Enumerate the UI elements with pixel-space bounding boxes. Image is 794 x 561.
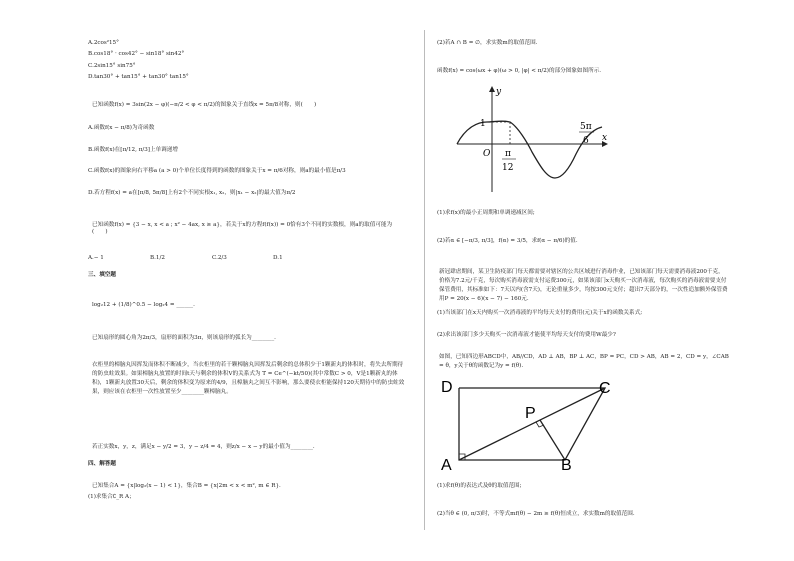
piece-option-c: C.2/3: [212, 255, 227, 261]
piece-option-b: B.1/2: [150, 255, 165, 261]
graph-pi12-num: π: [505, 149, 511, 159]
label-b: B: [561, 457, 572, 473]
graph-origin-label: O: [483, 149, 491, 159]
fill-question-3: 衣柜里的樟脑丸因挥发而体积不断减少，当衣柜里的若干颗樟脑丸因挥发后剩余的总体积少于1颗新丸的体积时，将失去所期待的防虫蛀效果。如果樟脑丸放置的时间t天与剩余的体积V的关系式为 T = Ce^(−kt/50)(其中常数C > 0，V是1颗新丸的体积)，1颗新丸放置30天后，剩余的体积变为原来的4/9，且樟脑丸之间互不影响，那么要使衣柜能保持120天期待中的防虫蛀效果，则应该在衣柜里一次性放置至少________颗樟脑丸。: [92, 362, 405, 395]
section-fill-in-title: 三、填空题: [88, 272, 116, 278]
graph-pi12-den: 12: [502, 163, 514, 173]
answer-question-1: 已知集合A = {x|log₂(x − 1) < 1}，集合B = {x|2m < x < m², m ∈ R}.: [92, 483, 281, 489]
cosine-graph: [452, 82, 612, 197]
piece-option-d: D.1: [273, 255, 283, 261]
answer-question-1-part-1: (1)求集合∁_R A；: [88, 494, 135, 500]
fill-question-1: log₂12 + (1/8)^0.5 − log₂4 = ______.: [92, 302, 195, 308]
label-c: C: [599, 380, 611, 397]
question-disinfectant-part-2: (2)求出该部门多少天购买一次消毒液才能使平均每天支付的费用W最少?: [437, 332, 616, 338]
option-c: C.2sin15° sin75°: [88, 63, 136, 69]
segment-bp: [540, 420, 565, 460]
fill-question-4: 若正实数x，y，z，满足x − y/2 = 3，y − z/4 = 4，则z/x − x − y的最小值为________.: [92, 444, 315, 450]
question-disinfectant-part-1: (1)当该部门在x天内购买一次消毒液的平均每天支付的费用(元)关于x的函数关系式;: [437, 310, 643, 316]
graph-5pi6-den: 6: [583, 136, 589, 146]
option-d: D.tan30° + tan15° + tan30° tan15°: [88, 74, 189, 80]
question-trapezoid-part-2: (2)当θ ∈ (0, π/3)时，不等式mf(θ) − 2m ≥ f(θ)恒成立，求实数m的取值范围.: [437, 511, 635, 517]
label-d: D: [441, 379, 453, 396]
answer-question-1-part-2: (2)若A ∩ B = ∅，求实数m的取值范围.: [437, 40, 538, 46]
graph-x-label: x: [602, 133, 608, 143]
diagonal-ac: [459, 388, 605, 460]
option-b: B.cos18° · cos42° − sin18° sin42°: [88, 51, 185, 57]
graph-one-label: 1: [480, 119, 486, 129]
question-graph-part-1: (1)求f(x)的最小正周期和单调递减区间;: [437, 210, 535, 216]
question-shift-b: B.函数f(x)在[π/12, π/3]上单调递增: [88, 147, 178, 153]
question-graph: 函数f(x) = cos(ωx + φ)(ω > 0, |φ| < π/2)的部分图象如图所示.: [437, 68, 602, 74]
question-trapezoid-part-1: (1)求f(θ)的表达式及θ的取值范围;: [437, 483, 522, 489]
graph-5pi6-num: 5π: [580, 122, 592, 132]
piece-option-a: A.− 1: [88, 255, 104, 261]
question-disinfectant: 新冠肆虐期间，某卫生防疫部门每天都需要对辖区的公共区域进行消毒作业，已知该部门每天需要消毒液200千克，价格为7.2元/千克，每次购买消毒液需支付运费300元，如果该部门x天购买一次消毒液，每次购买的消毒液需要支付保管费用，其标准如下：7天以内(含7天)，无论重量多少，均按300元支付；超出7天部分的，一次性追加额外保管费用P = 20(x − 6)(x − 7) − 160元.: [439, 269, 728, 302]
question-piecewise: 已知函数f(x) = {3 − x, x < a ; x² − 4ax, x ≥ a}，若关于x的方程f(f(x)) = 0恰有3个不同的实数根，则a的取值可能为( ): [92, 222, 393, 235]
question-shift: 已知函数f(x) = 3sin(2x − φ)(−π/2 < φ < π/2)的图象关于直线x = 5π/8对称，则( ): [92, 102, 317, 108]
option-a: A.2cos²15°: [88, 40, 119, 46]
label-a: A: [441, 457, 452, 473]
section-answer-title: 四、解答题: [88, 461, 116, 467]
trapezoid-diagram: [437, 378, 637, 473]
graph-y-label: y: [496, 87, 502, 97]
question-trapezoid: 如图，已知四边形ABCD中，AB//CD，AD ⊥ AB，BP ⊥ AC，BP = PC，CD > AB，AB = 2，CD = y，∠CAB = θ，y关于θ的函数记为y = f(θ).: [439, 354, 729, 369]
question-graph-part-2: (2)若α ∈ [−π/3, π/3]，f(α) = 3/5，求f(α − π/6)的值.: [437, 238, 578, 244]
question-shift-a: A.函数f(x − π/8)为奇函数: [88, 125, 155, 131]
fill-question-2: 已知扇形的圆心角为2π/3，扇形的面积为3π，则该扇形的弧长为________.: [92, 335, 276, 341]
column-divider: [424, 30, 425, 530]
question-shift-c: C.函数f(x)的图象向右平移a (a > 0)个单位长度得到的函数的图象关于x = π/6对称，则a的最小值是π/3: [88, 168, 346, 174]
label-p: P: [525, 405, 536, 422]
question-shift-d: D.若方程f(x) = a在[π/8, 5π/8]上有2个不同实根x₁, x₂，则|x₁ − x₂|的最大值为π/2: [88, 190, 296, 196]
